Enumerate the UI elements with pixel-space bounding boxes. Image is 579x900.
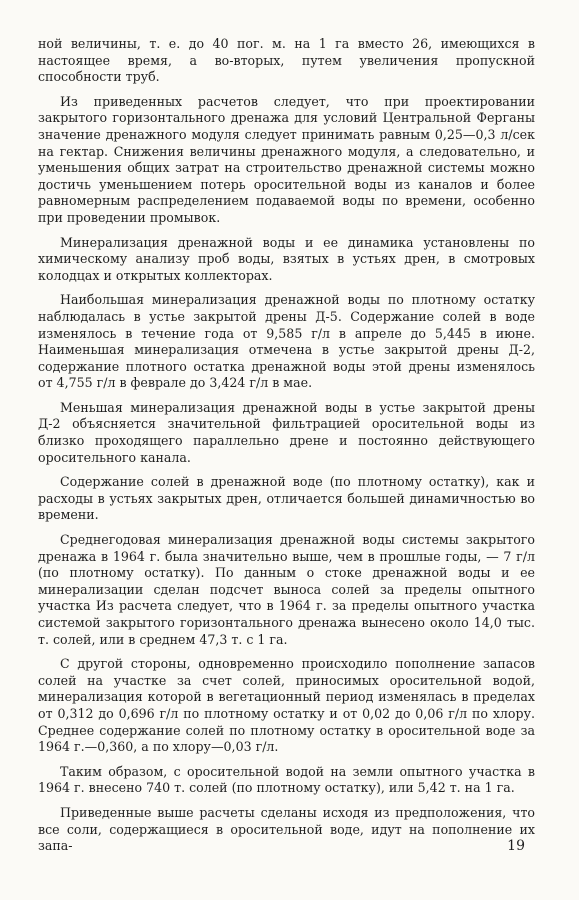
paragraph-2: Из приведенных расчетов следует, что при проектировании закрытого горизонтального дренажа для условий Центральной Ферганы значение дренажного модуля следует принимать равным 0,25—0,3 л/сек на гектар. Снижения величины дренажного модуля, а следовательно, и уменьшения общих затрат на строительство дренажной системы можно достичь уменьшением потерь оросительной воды из каналов и более равномерным распределением подаваемой воды по времени, особенно при проведении промывок.: [38, 93, 535, 225]
paragraph-6: Содержание солей в дренажной воде (по плотному остатку), как и расходы в устьях закрытых дрен, отличается большей динамичностью во времени.: [38, 474, 535, 523]
paragraph-4: Наибольшая минерализация дренажной воды по плотному остатку наблюдалась в устье закрытой дрены Д-5. Содержание солей в воде изменялось в течение года от 9,585 г/л в апреле до 5,445 в июне. Наименьшая минерализация отмечена в устье закрытой дрены Д-2, содержание плотного остатка дренажной воды этой дрены изменялось от 4,755 г/л в феврале до 3,424 г/л в мае.: [38, 292, 535, 391]
paragraph-1: ной величины, т. е. до 40 пог. м. на 1 га вместо 26, имеющихся в настоящее время, а во-вторых, путем увеличения пропускной способности труб.: [38, 36, 535, 85]
paragraph-8: С другой стороны, одновременно происходило пополнение запасов солей на участке за счет солей, приносимых оросительной водой, минерализация которой в вегетационный период изменялась в пределах от 0,312 до 0,696 г/л по плотному остатку и от 0,02 до 0,06 г/л по хлору. Среднее содержание солей по плотному остатку в оросительной воде за 1964 г.—0,360, а по хлору—0,03 г/л.: [38, 656, 535, 755]
paragraph-9: Таким образом, с оросительной водой на земли опытного участка в 1964 г. внесено 740 т. солей (по плотному остатку), или 5,42 т. на 1 га.: [38, 763, 535, 796]
paragraph-5: Меньшая минерализация дренажной воды в устье закрытой дрены Д-2 объясняется значительной фильтрацией оросительной воды из близко проходящего параллельно дрене и постоянно действующего оросительного канала.: [38, 399, 535, 465]
page-number: 19: [507, 838, 525, 854]
paragraph-10: Приведенные выше расчеты сделаны исходя из предположения, что все соли, содержащиеся в оросительной воде, идут на пополнение их запа-: [38, 804, 535, 854]
paragraph-3: Минерализация дренажной воды и ее динамика установлены по химическому анализу проб воды, взятых в устьях дрен, в смотровых колодцах и открытых коллекторах.: [38, 234, 535, 283]
paragraph-7: Среднегодовая минерализация дренажной воды системы закрытого дренажа в 1964 г. была значительно выше, чем в прошлые годы, — 7 г/л (по плотному остатку). По данным о стоке дренажной воды и ее минерализации сделан подсчет выноса солей за пределы опытного участка Из расчета следует, что в 1964 г. за пределы опытного участка системой закрытого горизонтального дренажа вынесено около 14,0 тыс. т. солей, или в среднем 47,3 т. с 1 га.: [38, 532, 535, 647]
